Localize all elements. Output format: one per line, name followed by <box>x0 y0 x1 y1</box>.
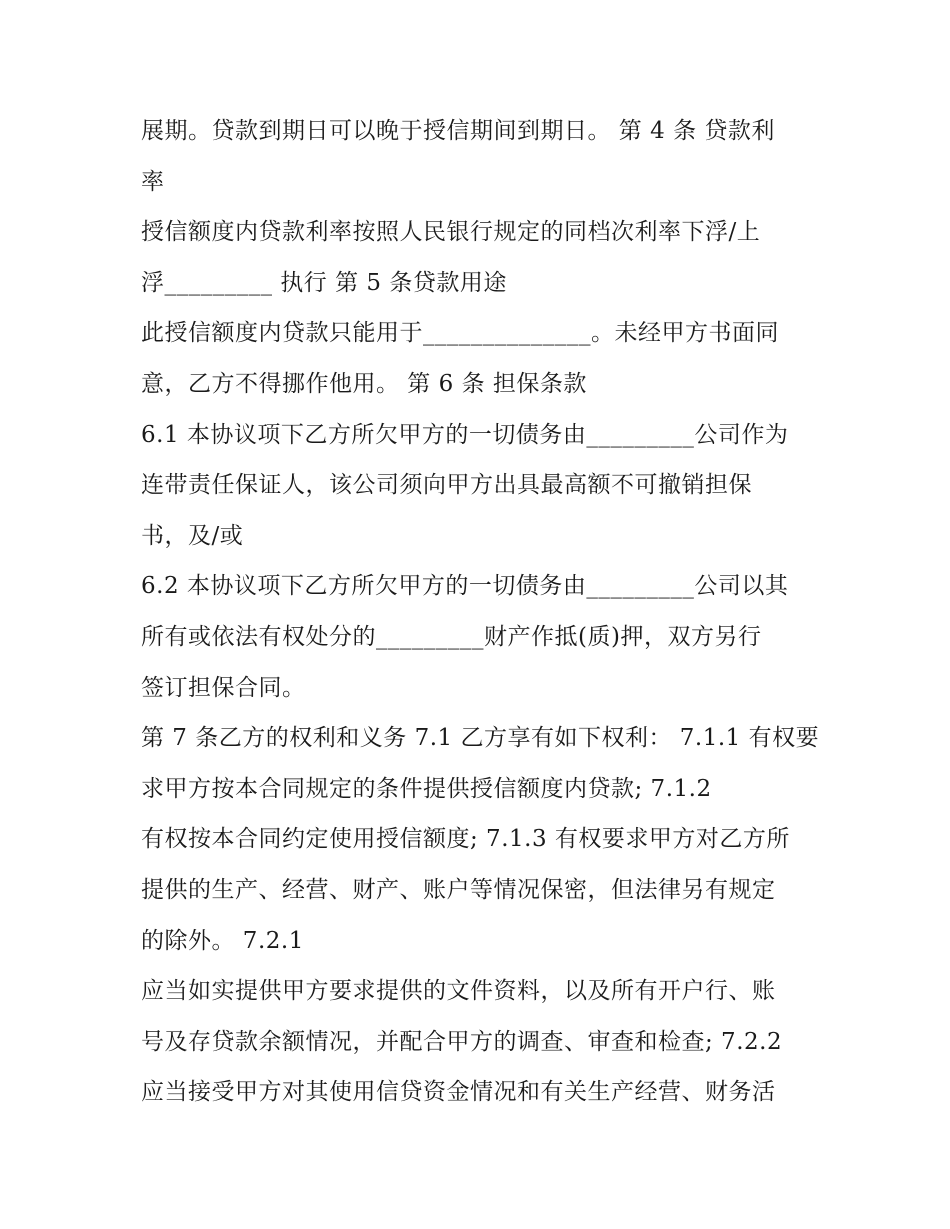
text-line: 第 7 条乙方的权利和义务 7.1 乙方享有如下权利： 7.1.1 有权要 <box>141 725 820 752</box>
text-line: 求甲方按本合同规定的条件提供授信额度内贷款; 7.1.2 <box>141 775 712 802</box>
text-line: 授信额度内贷款利率按照人民银行规定的同档次利率下浮/上 <box>141 219 761 246</box>
text-line: 浮_________ 执行 第 5 条贷款用途 <box>141 269 507 296</box>
text-line: 的除外。 7.2.1 <box>141 927 304 954</box>
text-line: 率 <box>141 168 165 195</box>
text-line: 连带责任保证人，该公司须向甲方出具最高额不可撤销担保 <box>141 472 752 499</box>
text-line: 应当接受甲方对其使用信贷资金情况和有关生产经营、财务活 <box>141 1079 776 1106</box>
text-line: 号及存贷款余额情况，并配合甲方的调查、审查和检查; 7.2.2 <box>141 1028 783 1055</box>
text-line: 应当如实提供甲方要求提供的文件资料，以及所有开户行、账 <box>141 978 776 1005</box>
text-line: 展期。贷款到期日可以晚于授信期间到期日。 第 4 条 贷款利 <box>141 118 775 144</box>
text-line: 所有或依法有权处分的_________财产作抵(质)押，双方另行 <box>141 623 762 650</box>
text-line: 书，及/或 <box>141 522 244 549</box>
text-line: 6.1 本协议项下乙方所欠甲方的一切债务由_________公司作为 <box>141 421 789 448</box>
text-line: 6.2 本协议项下乙方所欠甲方的一切债务由_________公司以其 <box>141 573 789 600</box>
text-line: 签订担保合同。 <box>141 674 306 701</box>
text-line: 有权按本合同约定使用授信额度; 7.1.3 有权要求甲方对乙方所 <box>141 826 790 853</box>
contract-body-text <box>141 106 821 1118</box>
text-line: 意，乙方不得挪作他用。 第 6 条 担保条款 <box>141 370 587 397</box>
text-line: 提供的生产、经营、财产、账户等情况保密，但法律另有规定 <box>141 876 776 903</box>
text-line: 此授信额度内贷款只能用于______________。未经甲方书面同 <box>141 320 779 347</box>
